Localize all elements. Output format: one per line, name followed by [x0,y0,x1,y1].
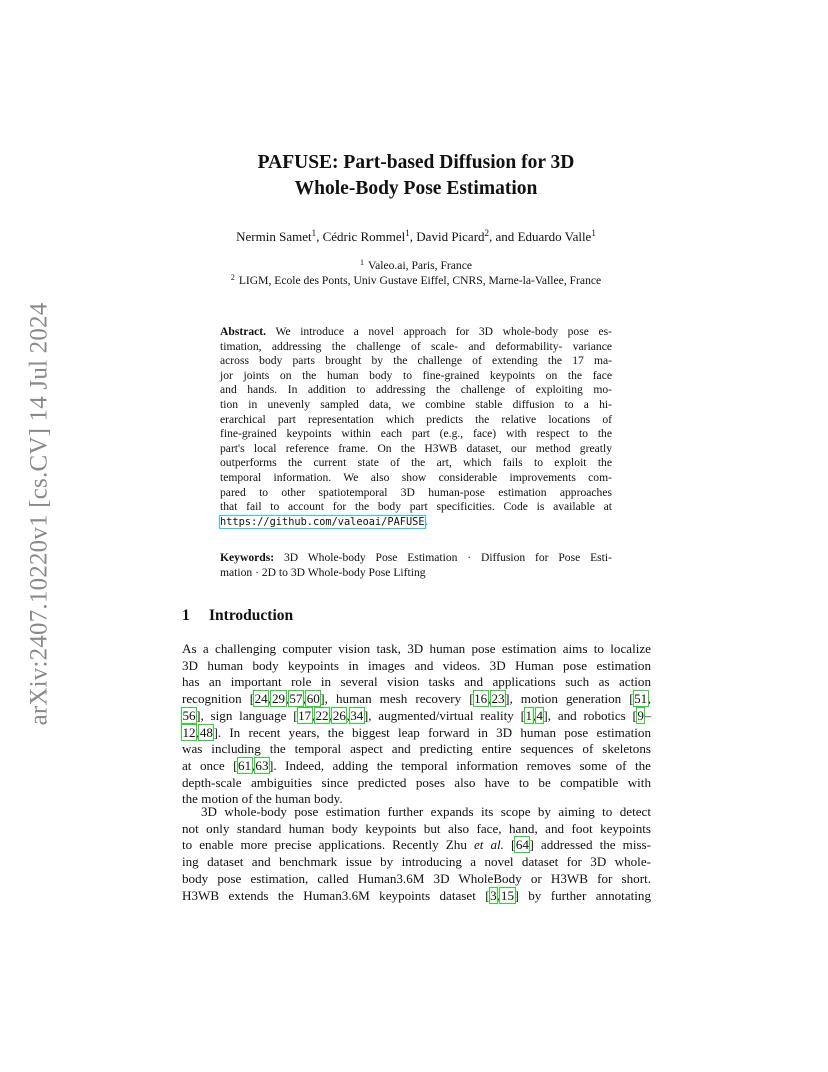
affiliation: $^2$ LIGM, Ecole des Ponts, Univ Gustave Eiffel, CNRS, Marne-la-Vallee, France [230,273,602,287]
author-affil-mark: 2 [484,228,490,238]
abstract-line: part's local reference frame. On the H3WB dataset, our method greatly [220,441,612,455]
author-affil-mark: 1 [311,228,317,238]
author-name: Nermin Samet [236,229,312,244]
keywords-line: Keywords: 3D Whole-body Pose Estimation · Diffusion for Pose Esti- [220,551,612,564]
abstract-line: and hands. In addition to addressing the challenge of exploiting mo- [220,383,612,397]
abstract-line: that fail to account for the body part specificities. Code is available at [220,500,612,514]
citation-link[interactable]: 16 [474,691,488,707]
abstract-line: across body parts brought by the challenge of extending the 17 ma- [220,354,612,368]
citation-link[interactable]: 29 [271,691,286,707]
intro-paragraph-1: As a challenging computer vision task, 3D human pose estimation aims to localize 3D human body keypoints in images and videos. 3D Human pose estimation has an important role in several vision tasks and applications such as action recognition [24,29,57,60], human mesh recovery [16,23], motion generation [51, 56], sign language [17,22,26,34], augmented/virtual reality [1,4], and robotics [9– 12,48]. In recent years, the biggest leap forward in 3D human pose estimation was including the temporal aspect and predicting entire sequences of skeletons at once [61,63]. Indeed, adding the temporal information removes some of the depth-scale ambiguities since predicted poses also have to be compatible with the motion of the human body. [182,641,651,807]
keywords [220,550,612,580]
abstract-line: outperforms the current state of the art, which fails to exploit the [220,456,612,470]
citation-link[interactable]: 9 [637,707,644,723]
abstract-line: Abstract. We introduce a novel approach for 3D whole-body pose es- [220,325,612,338]
citation-link[interactable]: 34 [350,707,364,723]
abstract [220,325,612,529]
author-name: David Picard [416,229,485,244]
citation-link[interactable]: 61 [238,757,252,773]
section-heading [182,607,293,625]
affiliation: $^1$ Valeo.ai, Paris, France [360,258,472,272]
abstract-line: fine-grained keypoints within each part (e.g., face) with respect to the [220,427,612,441]
paper-title [180,150,652,202]
section-number: 1 [182,607,190,624]
citation-link[interactable]: 24 [254,691,268,707]
keywords-label: Keywords: [220,551,275,564]
arxiv-sidebar-stamp [26,296,52,732]
abstract-line: erarchical part representation which predicts the relative locations of [220,412,612,426]
citation-link[interactable]: 12 [182,724,196,740]
abstract-line: temporal information. We also show considerable improvements com- [220,470,612,484]
title-line: Whole-Body Pose Estimation [294,178,538,199]
citation-link[interactable]: 56 [182,707,196,723]
author-affil-mark: 1 [591,228,596,238]
citation-link[interactable]: 1 [525,707,533,723]
citation-link[interactable]: 60 [306,691,320,707]
code-url-link[interactable]: https://github.com/valeoai/PAFUSE [220,515,425,528]
affiliations [180,258,652,288]
citation-link[interactable]: 17 [298,707,312,723]
abstract-line: timation, addressing the challenge of scale- and deformability- variance [220,339,612,353]
section-title: Introduction [209,607,294,624]
author-name: Eduardo Valle [517,229,592,244]
abstract-label: Abstract. [220,325,267,338]
keywords-line: mation · 2D to 3D Whole-body Pose Lifting [220,566,426,579]
abstract-line: https://github.com/valeoai/PAFUSE. [220,514,428,528]
citation-link[interactable]: 26 [332,707,346,723]
citation-link[interactable]: 4 [536,707,543,723]
citation-link[interactable]: 51 [634,691,648,707]
author-affil-mark: 1 [405,228,410,238]
citation-link[interactable]: 3 [490,887,497,903]
title-line: PAFUSE: Part-based Diffusion for 3D [257,152,575,173]
intro-paragraph-2: 3D whole-body pose estimation further expands its scope by aiming to detect not only standard human body keypoints but also face, hand, and foot keypoints to enable more precise applications. Recently Zhu et al. [64] addressed the miss- ing dataset and benchmark issue by introducing a novel dataset for 3D whole- body pose estimation, called Human3.6M 3D WholeBody or H3WB for short. H3WB extends the Human3.6M keypoints dataset [3,15] by further annotating [182,804,652,903]
author-list: Nermin Samet$^1$, Cédric Rommel$^1$, David Picard$^2$, and Eduardo Valle$^1$ [236,228,596,244]
citation-link[interactable]: 22 [315,707,329,723]
citation-link[interactable]: 64 [515,837,529,853]
abstract-line: pared to other spatiotemporal 3D human-pose estimation approaches [220,485,612,499]
citation-link[interactable]: 48 [199,724,213,740]
citation-link[interactable]: 57 [289,691,303,707]
abstract-line: jor joints on the human body to fine-grained keypoints on the face [220,368,612,382]
citation-link[interactable]: 63 [255,757,269,773]
arxiv-identifier: arXiv:2407.10220v1 [cs.CV] 14 Jul 2024 [25,302,53,726]
author-name: Cédric Rommel [322,229,406,244]
abstract-line: tion in unevenly sampled data, we combine stable diffusion to a hi- [220,397,612,411]
citation-link[interactable]: 15 [500,887,514,903]
citation-link[interactable]: 23 [491,691,505,707]
